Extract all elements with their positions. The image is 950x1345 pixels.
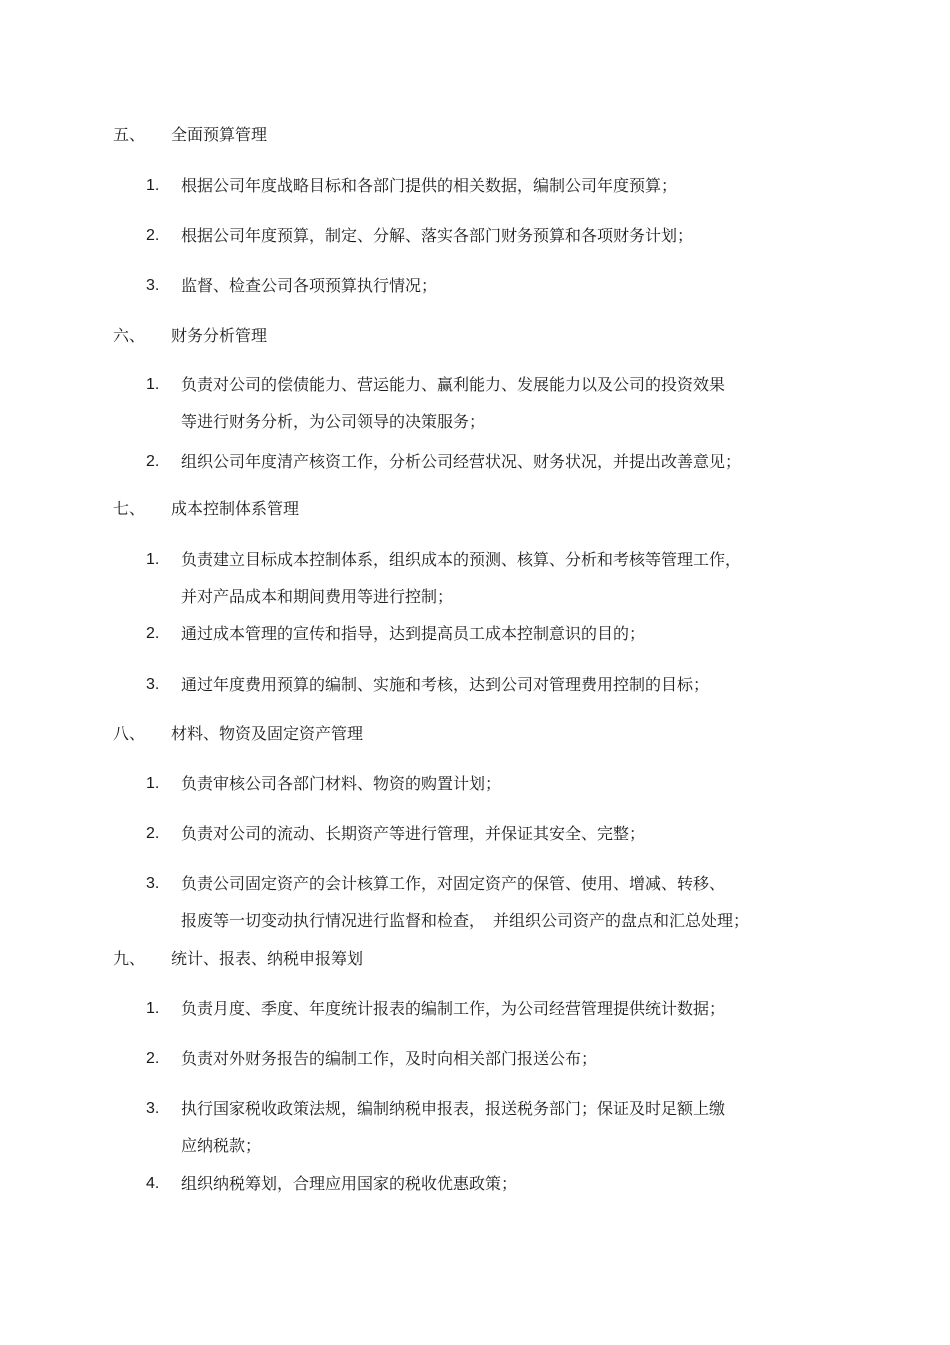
item-text: 监督、检查公司各项预算执行情况； bbox=[181, 276, 438, 295]
section-title: 统计、报表、纳税申报筹划 bbox=[171, 949, 364, 968]
section-assets bbox=[0, 722, 950, 746]
item-number: 1. bbox=[146, 177, 160, 194]
section-heading bbox=[0, 324, 950, 348]
item-text-continued: 应纳税款； bbox=[181, 1136, 262, 1155]
section-title: 全面预算管理 bbox=[171, 125, 268, 144]
item-number: 2. bbox=[146, 625, 160, 642]
section-heading bbox=[0, 947, 950, 971]
section-statistics-tax bbox=[0, 947, 950, 971]
section-title: 财务分析管理 bbox=[171, 326, 268, 345]
section-number: 五、 bbox=[113, 125, 146, 144]
item-text: 负责对公司的流动、长期资产等进行管理，并保证其安全、完整； bbox=[181, 824, 646, 843]
item-number: 1. bbox=[146, 551, 160, 568]
item-text: 根据公司年度预算，制定、分解、落实各部门财务预算和各项财务计划； bbox=[181, 226, 694, 245]
item-text: 通过年度费用预算的编制、实施和考核，达到公司对管理费用控制的目标； bbox=[181, 675, 710, 694]
section-heading bbox=[0, 123, 950, 147]
item-text-continued: 等进行财务分析，为公司领导的决策服务； bbox=[181, 412, 486, 431]
item-text: 负责审核公司各部门材料、物资的购置计划； bbox=[181, 774, 502, 793]
item-text: 负责月度、季度、年度统计报表的编制工作，为公司经营管理提供统计数据； bbox=[181, 999, 726, 1018]
section-cost-control bbox=[0, 497, 950, 521]
item-number: 4. bbox=[146, 1175, 160, 1192]
item-text: 组织纳税筹划，合理应用国家的税收优惠政策； bbox=[181, 1174, 518, 1193]
section-number: 九、 bbox=[113, 949, 146, 968]
item-text: 根据公司年度战略目标和各部门提供的相关数据，编制公司年度预算； bbox=[181, 176, 678, 195]
section-number: 七、 bbox=[113, 499, 146, 518]
item-number: 2. bbox=[146, 1050, 160, 1067]
item-text: 组织公司年度清产核资工作，分析公司经营状况、财务状况，并提出改善意见； bbox=[181, 452, 742, 471]
item-number: 1. bbox=[146, 775, 160, 792]
section-number: 六、 bbox=[113, 326, 146, 345]
section-financial-analysis bbox=[0, 324, 950, 348]
section-title: 材料、物资及固定资产管理 bbox=[171, 724, 364, 743]
item-number: 2. bbox=[146, 825, 160, 842]
item-text: 通过成本管理的宣传和指导，达到提高员工成本控制意识的目的； bbox=[181, 624, 646, 643]
item-text: 执行国家税收政策法规，编制纳税申报表，报送税务部门；保证及时足额上缴 bbox=[181, 1099, 726, 1118]
section-number: 八、 bbox=[113, 724, 146, 743]
item-number: 3. bbox=[146, 676, 160, 693]
section-title: 成本控制体系管理 bbox=[171, 499, 300, 518]
item-text-continued: 并对产品成本和期间费用等进行控制； bbox=[181, 587, 454, 606]
item-number: 2. bbox=[146, 227, 160, 244]
item-number: 1. bbox=[146, 1000, 160, 1017]
item-text: 负责对外财务报告的编制工作，及时向相关部门报送公布； bbox=[181, 1049, 598, 1068]
item-number: 3. bbox=[146, 875, 160, 892]
section-heading bbox=[0, 722, 950, 746]
item-text: 负责建立目标成本控制体系，组织成本的预测、核算、分析和考核等管理工作， bbox=[181, 550, 742, 569]
item-number: 1. bbox=[146, 376, 160, 393]
item-text-continued: 报废等一切变动执行情况进行监督和检查， 并组织公司资产的盘点和汇总处理； bbox=[181, 911, 750, 930]
item-number: 2. bbox=[146, 453, 160, 470]
item-number: 3. bbox=[146, 277, 160, 294]
section-budget bbox=[0, 123, 950, 147]
section-heading bbox=[0, 497, 950, 521]
item-text: 负责对公司的偿债能力、营运能力、赢利能力、发展能力以及公司的投资效果 bbox=[181, 375, 726, 394]
item-text: 负责公司固定资产的会计核算工作，对固定资产的保管、使用、增减、转移、 bbox=[181, 874, 726, 893]
item-number: 3. bbox=[146, 1100, 160, 1117]
